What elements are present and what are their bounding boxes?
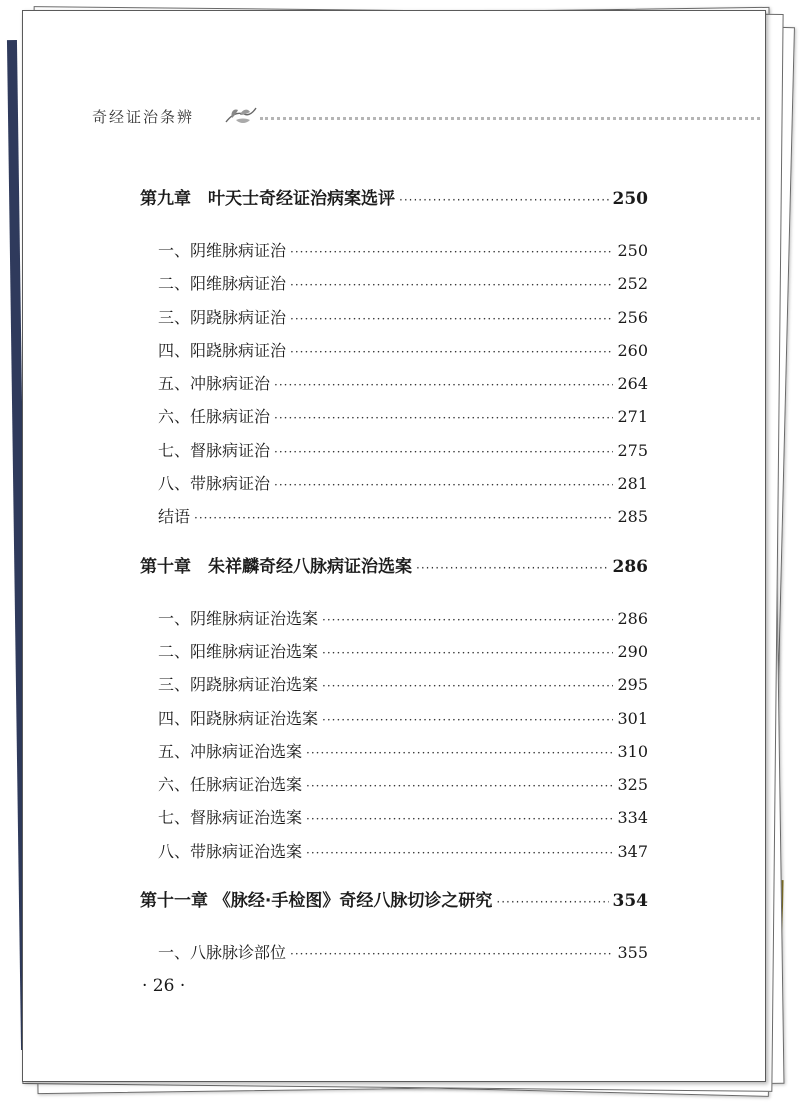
entry-page-number: 334	[617, 808, 648, 828]
entry-page-number: 250	[617, 241, 648, 260]
entry-page-number: 260	[617, 340, 648, 360]
entry-label: 一、阴维脉病证治选案	[158, 608, 319, 628]
entry-label: 五、冲脉病证治选案	[158, 741, 303, 761]
entry-label: 四、阳跷脉病证治选案	[158, 708, 319, 728]
chapter-title: 第十一章 《脉经·手检图》奇经八脉切诊之研究	[140, 891, 493, 912]
entry-page-number: 310	[617, 741, 648, 761]
leaf-ornament-icon	[224, 104, 258, 126]
toc-entry[interactable]	[140, 434, 648, 467]
dot-leader	[306, 803, 613, 836]
chapter-page-number: 286	[612, 556, 648, 577]
entry-page-number: 347	[617, 841, 648, 861]
entry-page-number: 271	[617, 407, 648, 427]
entry-label: 二、阳维脉病证治选案	[158, 641, 319, 661]
dot-leader	[290, 938, 613, 971]
dot-leader	[290, 336, 613, 369]
entry-label: 一、阴维脉病证治	[158, 241, 287, 260]
spacer	[140, 586, 648, 602]
toc-entry[interactable]	[140, 500, 648, 533]
running-head	[92, 104, 762, 128]
spacer	[140, 534, 648, 548]
dot-leader	[322, 704, 613, 737]
running-head-rule	[260, 117, 760, 120]
dot-leader	[194, 502, 613, 535]
spacer	[140, 920, 648, 936]
dot-leader	[306, 770, 613, 803]
dot-leader	[290, 236, 613, 269]
dot-leader	[290, 269, 613, 302]
toc-entry[interactable]	[140, 801, 648, 834]
entry-label: 七、督脉病证治选案	[158, 808, 303, 828]
table-of-contents	[140, 180, 648, 969]
entry-label: 结语	[158, 507, 191, 527]
entry-page-number: 285	[617, 507, 648, 527]
entry-label: 六、任脉病证治	[158, 407, 271, 427]
chapter-title: 第九章 叶天士奇经证治病案选评	[140, 189, 395, 209]
entry-page-number: 355	[617, 943, 648, 963]
toc-entry[interactable]	[140, 400, 648, 433]
toc-entry[interactable]	[140, 735, 648, 768]
dot-leader	[274, 402, 613, 435]
chapter-page-number: 354	[612, 891, 648, 912]
dot-leader	[416, 549, 609, 587]
entry-page-number: 290	[617, 641, 648, 661]
dot-leader	[322, 670, 613, 703]
entry-page-number: 295	[617, 675, 648, 695]
entry-label: 二、阳维脉病证治	[158, 274, 287, 294]
dot-leader	[322, 604, 613, 637]
entry-label: 六、任脉病证治选案	[158, 775, 303, 795]
dot-leader	[306, 837, 613, 870]
dot-leader	[274, 436, 613, 469]
entry-page-number: 286	[617, 608, 648, 628]
spacer	[140, 868, 648, 882]
toc-entry[interactable]	[140, 234, 648, 267]
entry-page-number: 252	[617, 274, 648, 294]
toc-entry[interactable]	[140, 334, 648, 367]
entry-page-number: 281	[617, 474, 648, 494]
spacer	[140, 218, 648, 234]
entry-label: 八、带脉病证治	[158, 474, 271, 494]
entry-page-number: 325	[617, 775, 648, 795]
running-head-title: 奇经证治条辨	[92, 108, 195, 126]
dot-leader	[290, 303, 613, 336]
dot-leader	[399, 181, 609, 219]
toc-entry[interactable]	[140, 301, 648, 334]
chapter-title: 第十章 朱祥麟奇经八脉病证治选案	[140, 556, 412, 577]
toc-entry[interactable]	[140, 467, 648, 500]
entry-page-number: 264	[617, 374, 648, 394]
entry-label: 五、冲脉病证治	[158, 374, 271, 394]
entry-page-number: 256	[617, 307, 648, 327]
toc-chapter-9[interactable]	[140, 180, 648, 218]
toc-entry[interactable]	[140, 602, 648, 635]
toc-entry[interactable]	[140, 367, 648, 400]
toc-entry[interactable]	[140, 702, 648, 735]
toc-chapter-11[interactable]	[140, 882, 648, 920]
entry-label: 四、阳跷脉病证治	[158, 340, 287, 360]
toc-entry[interactable]	[140, 267, 648, 300]
entry-label: 一、八脉脉诊部位	[158, 943, 287, 963]
entry-label: 七、督脉病证治	[158, 440, 271, 460]
entry-page-number: 275	[617, 440, 648, 460]
toc-entry[interactable]	[140, 835, 648, 868]
toc-entry[interactable]	[140, 635, 648, 668]
toc-entry[interactable]	[140, 668, 648, 701]
entry-label: 三、阴跷脉病证治选案	[158, 675, 319, 695]
chapter-page-number: 250	[612, 189, 648, 209]
toc-entry[interactable]	[140, 936, 648, 969]
entry-page-number: 301	[617, 708, 648, 728]
dot-leader	[496, 883, 608, 921]
toc-entry[interactable]	[140, 768, 648, 801]
dot-leader	[274, 369, 613, 402]
dot-leader	[274, 469, 613, 502]
dot-leader	[322, 637, 613, 670]
page-folio: · 26 ·	[142, 976, 186, 996]
entry-label: 八、带脉病证治选案	[158, 841, 303, 861]
toc-chapter-10[interactable]	[140, 548, 648, 586]
entry-label: 三、阴跷脉病证治	[158, 307, 287, 327]
dot-leader	[306, 737, 613, 770]
